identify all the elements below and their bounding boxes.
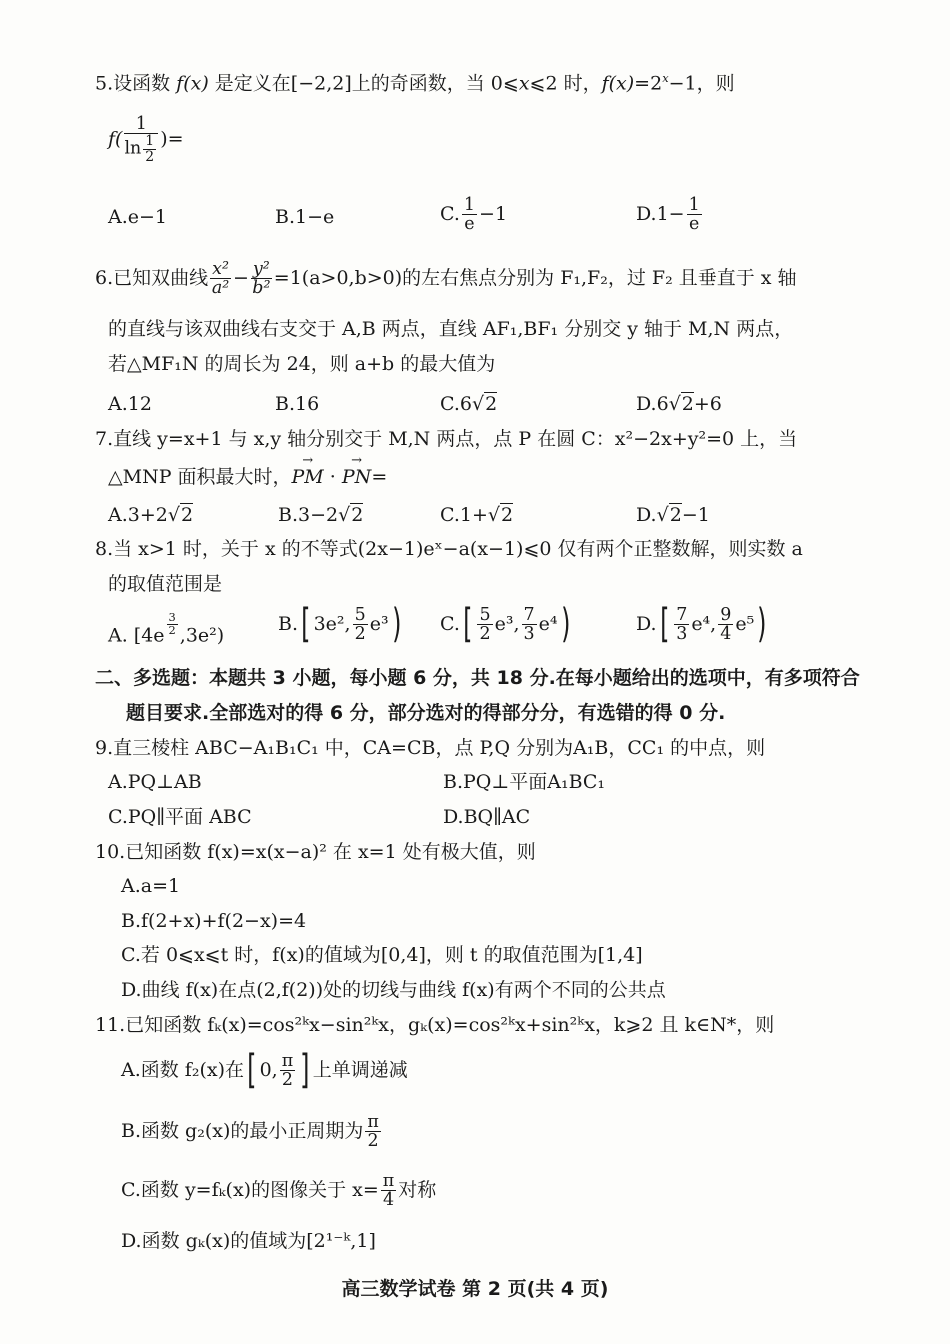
q5-option-c: C. $\frac{1}{e}$ −1 xyxy=(440,195,508,235)
q6-option-b: B.16 xyxy=(275,393,320,415)
q9-option-d: D.BQ∥AC xyxy=(443,806,531,828)
q8-line-1: 8.当 x>1 时，关于 x 的不等式(2x−1)eˣ−a(x−1)⩽0 仅有两个正整数解，则实数 a xyxy=(95,538,803,560)
q8-option-d: D.[ $\frac{7}{3}$ e⁴, $\frac{9}{4}$ e⁵) xyxy=(636,601,767,647)
q10-option-d: D.曲线 f(x)在点(2,f(2))处的切线与曲线 f(x)有两个不同的公共点 xyxy=(121,979,666,1001)
q9-stem: 9.直三棱柱 ABC−A₁B₁C₁ 中，CA=CB，点 P,Q 分别为A₁B，CC₁ 的中点，则 xyxy=(95,737,766,759)
q10-option-c: C.若 0⩽x⩽t 时，f(x)的值域为[0,4]，则 t 的取值范围为[1,4] xyxy=(121,944,643,966)
q5-option-d: D.1− $\frac{1}{e}$ xyxy=(636,195,700,235)
q6-line-3: 若△MF₁N 的周长为 24，则 a+b 的最大值为 xyxy=(108,353,496,375)
q5-expression: f( 1 ln $\frac{1}{2}$ )= xyxy=(108,114,184,166)
q10-option-a: A.a=1 xyxy=(121,875,181,897)
q5-option-b: B.1−e xyxy=(275,206,335,228)
q6-option-a: A.12 xyxy=(108,393,152,415)
q5-stem: 5.设函数 f(x) 是定义在[−2,2]上的奇函数，当 0⩽x⩽2 时，$f(x)=2^x-1$，则 xyxy=(95,71,735,95)
q9-option-a: A.PQ⊥AB xyxy=(108,771,202,793)
q6-option-c: C.6√2 xyxy=(440,393,498,415)
q10-stem: 10.已知函数 f(x)=x(x−a)² 在 x=1 处有极大值，则 xyxy=(95,841,536,863)
q7-option-d: D.√2−1 xyxy=(636,504,710,526)
q7-line-1: 7.直线 y=x+1 与 x,y 轴分别交于 M,N 两点，点 P 在圆 C：x²−2x+y²=0 上，当 xyxy=(95,428,798,450)
q10-option-b: B.f(2+x)+f(2−x)=4 xyxy=(121,910,307,932)
q9-option-b: B.PQ⊥平面A₁BC₁ xyxy=(443,771,606,793)
q11-option-d: D.函数 gₖ(x)的值域为[2¹⁻ᵏ,1] xyxy=(121,1230,376,1252)
q11-option-a: A.函数 f₂(x)在[ 0, $\frac{\pi}{2}$ ] 上单调递减 xyxy=(121,1047,408,1093)
q11-option-b: B.函数 g₂(x)的最小正周期为 $\frac{\pi}{2}$ xyxy=(121,1112,379,1152)
section-2-instructions: 题目要求.全部选对的得 6 分，部分选对的得部分分，有选错的得 0 分. xyxy=(126,702,726,724)
section-2-heading: 二、多选题：本题共 3 小题，每小题 6 分，共 18 分.在每小题给出的选项中，有多项符合 xyxy=(95,667,860,689)
q7-option-c: C.1+√2 xyxy=(440,504,514,526)
q6-option-d: D.6√2+6 xyxy=(636,393,722,415)
q6-line-1: 6.已知双曲线 $\frac{\text{x²}}{\text{a²}}$ − $\frac{\text{y²}}{\text{b²}}$ =1(a>0,b>0)的左右焦点分别为 F₁,F₂，过 F₂ 且垂直于 x 轴 xyxy=(95,259,797,299)
page-footer: 高三数学试卷 第 2 页(共 4 页) xyxy=(341,1278,609,1300)
q8-option-a: A. [4e $^{\frac{3}{2}}$ ,3e²) xyxy=(108,610,225,647)
q11-option-c: C.函数 y=fₖ(x)的图像关于 x= $\frac{\pi}{4}$ 对称 xyxy=(121,1171,437,1211)
q8-option-c: C.[ $\frac{5}{2}$ e³, $\frac{7}{3}$ e⁴) xyxy=(440,601,570,647)
q8-option-b: B.[ 3e², $\frac{5}{2}$ e³) xyxy=(278,601,402,647)
q8-line-2: 的取值范围是 xyxy=(108,573,223,595)
q7-option-b: B.3−2√2 xyxy=(278,504,364,526)
q9-option-c: C.PQ∥平面 ABC xyxy=(108,806,252,828)
q7-option-a: A.3+2√2 xyxy=(108,504,194,526)
q11-stem: 11.已知函数 fₖ(x)=cos²ᵏx−sin²ᵏx，gₖ(x)=cos²ᵏx+sin²ᵏx，k⩾2 且 k∈N*，则 xyxy=(95,1014,775,1036)
q6-line-2: 的直线与该双曲线右支交于 A,B 两点，直线 AF₁,BF₁ 分别交 y 轴于 M,N 两点， xyxy=(108,318,794,340)
q7-line-2: △MNP 面积最大时，→ PM · → PN= xyxy=(108,466,387,489)
q5-option-a: A.e−1 xyxy=(108,206,168,228)
